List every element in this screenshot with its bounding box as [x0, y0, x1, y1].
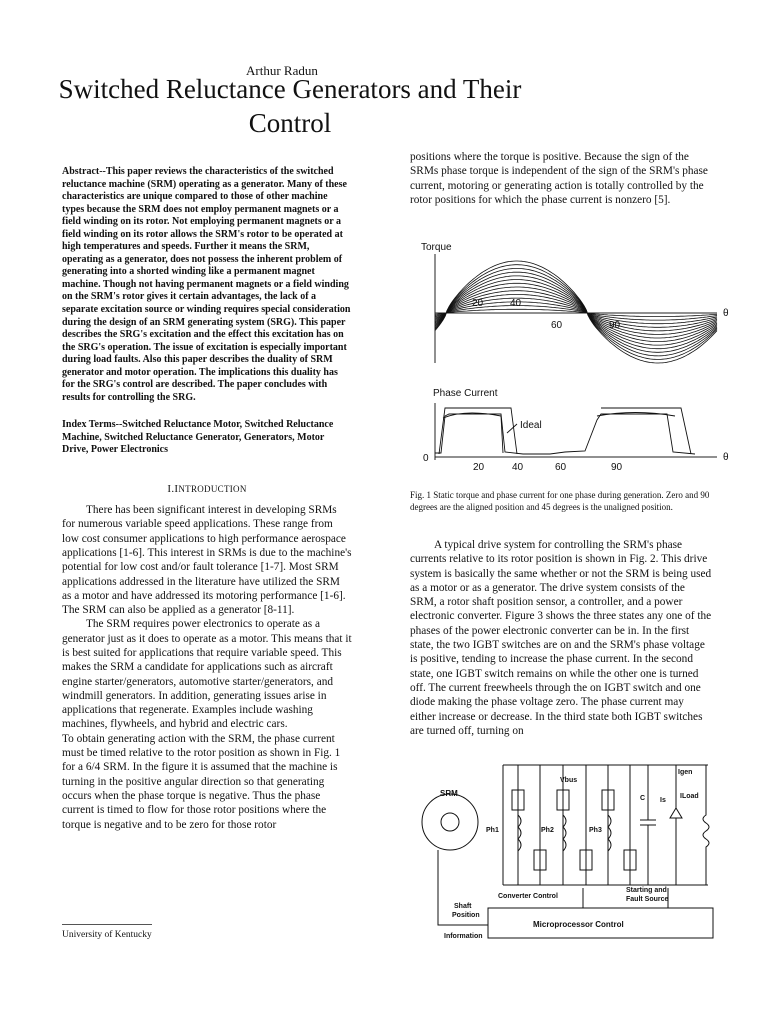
author-name: Arthur Radun [246, 63, 318, 78]
position-label: Position [452, 912, 480, 919]
ideal-current-pulse-2 [601, 408, 691, 454]
current-trace-a [443, 413, 503, 453]
figure-1-torque-current [405, 238, 745, 488]
load-resistor [703, 765, 709, 885]
ph3-label: Ph3 [589, 827, 602, 834]
capacitor-label: C [640, 795, 646, 802]
phase-leg-3 [602, 765, 636, 885]
igen-label: Igen [678, 769, 693, 776]
current-tick-40: 40 [512, 462, 524, 473]
torque-curve-12 [435, 268, 717, 356]
torque-tick-40: 40 [510, 298, 522, 309]
index-terms: Index Terms--Switched Reluctance Motor, Switched Reluctance Machine, Switched Reluctance Generator, Generators, Motor Drive, Power Electronics [62, 419, 334, 456]
current-tick-60: 60 [555, 462, 567, 473]
ideal-label: Ideal [520, 420, 542, 431]
current-theta-label: θ [723, 452, 729, 463]
abstract: Abstract--This paper reviews the characteristics of the switched reluctance machine (SRM) operating as a generator. Many of these characteristics are unique compared to those of other machine types because the SRM does not employ permanent magnets or a field winding on its rotor. Not employing permanent magnets or a field winding on its rotor allows the SRM's rotor to be operated at high temperatures and speeds. Further it means the SRM, operating as a generator, does not possess the inherent problem of generating into a shorted winding like a permanent magnet machine. Though not having permanent magnets or a field winding on the SRM's rotor gives it certain advantages, the lack of a separate excitation source or winding requires special consideration during the design of an SRM generating system (SRG). This paper describes the SRG's excitation and the effect this excitation has on the SRG's operation. The issue of excitation is especially important during load faults. Also this paper describes the duality of SRM generator and motor operation. The implications this duality has for the SRG's control are described. The paper concludes with results for controlling the SRG. [62, 166, 351, 403]
intro-paragraph-1: There has been significant interest in developing SRMs for numerous variable speed applications. These range from low cost consumer applications to high performance aerospace applications [1-6]. This interest in SRMs is due to the machine's potential for low cost and/or fault tolerance [1-7]. Most SRM applications addressed in the literature have utilized the SRM as a motor and have addressed its motoring performance [1-6]. The SRM can also be applied as a generator [8-11]. [62, 504, 352, 617]
ph2-label: Ph2 [541, 827, 554, 834]
iload-label: ILoad [680, 793, 699, 800]
starting-label: Starting and [626, 887, 667, 894]
section-rest: NTRODUCTION [178, 484, 247, 495]
torque-tick-90: 90 [609, 320, 621, 331]
right-column-top [410, 150, 712, 207]
figure-1-caption: Fig. 1 Static torque and phase current for one phase during generation. Zero and 90 degrees are the aligned position and 45 degrees is the unaligned position. [410, 490, 710, 512]
torque-curve-8 [435, 283, 717, 341]
footnote-text: University of Kentucky [62, 930, 152, 940]
current-tick-90: 90 [611, 462, 623, 473]
right-column-bottom [410, 538, 712, 738]
phase-current-curve [435, 414, 695, 454]
current-zero-label: 0 [423, 453, 429, 464]
torque-theta-label: θ [723, 308, 729, 319]
current-tick-20: 20 [473, 462, 485, 473]
current-axis-label: Phase Current [433, 388, 498, 399]
current-curves [435, 408, 695, 454]
torque-curves [435, 261, 717, 363]
torque-curve-9 [435, 280, 717, 346]
intro-paragraph-2: The SRM requires power electronics to operate as a generator just as it does to operate as a motor. This means that it is best suited for applications that require variable speed. This makes the SRM a candidate for applications such as aircraft engine starter/generators, automotive starter/generators, and windmill generators. In addition, generating issues arise in applications that regenerate. Examples include washing machines, flywheels, and hybrid and electric cars. [62, 618, 352, 731]
shaft-label: Shaft [454, 903, 472, 910]
srm-label: SRM [440, 789, 458, 798]
intro-paragraph-3: To obtain generating action with the SRM, the phase current must be timed relative to the rotor position as shown in Fig. 1 for a 6/4 SRM. In the figure it is assumed that the machine is turning in the positive angular direction so that generating occurs when the phase torque is negative. Thus the phase current is timed to flow for those rotor positions where the torque is negative and to be zero for those rotor [62, 732, 341, 831]
footnote [62, 930, 152, 940]
right-paragraph-2: A typical drive system for controlling the SRM's phase currents relative to its rotor position is shown in Fig. 2. This drive system is basically the same whether or not the SRM is being used as a motor or as a generator. The drive system consists of the SRM, a rotor shaft position sensor, a controller, and a power electronic converter. Figure 3 shows the three states any one of the phases of the power electronic converter can be in. In the first state, the two IGBT switches are on and the SRM's phase voltage is positive, tending to increase the phase current. In the second state, one IGBT switch remains on while the other one is turned off. The current freewheels through the on IGBT switch and one diode making the phase voltage zero. The phase current may either increase or decrease. In the third state both IGBT switches are turned off, turning on [410, 539, 712, 737]
footnote-rule [62, 924, 152, 925]
ideal-current-pulse-1 [439, 408, 517, 454]
srm-rotor-circle [441, 813, 459, 831]
fault-source-label: Fault Source [626, 896, 669, 903]
section-number: I. [167, 483, 175, 496]
srm-stator-circle [422, 794, 478, 850]
phase-leg-1 [512, 765, 546, 885]
torque-axis-label: Torque [421, 242, 452, 253]
ideal-pointer [507, 424, 517, 433]
left-column [62, 166, 352, 832]
torque-tick-20: 20 [472, 298, 484, 309]
torque-curve-10 [435, 276, 717, 349]
is-label: Is [660, 797, 666, 804]
figure-2-drive-system [408, 760, 718, 945]
information-label: Information [444, 933, 483, 940]
converter-control-label: Converter Control [498, 893, 558, 900]
microprocessor-control-label: Microprocessor Control [533, 920, 624, 929]
section-first-letter: I [174, 483, 179, 496]
section-heading-introduction [62, 483, 352, 495]
vbus-label: Vbus [560, 777, 578, 784]
paper-title: Switched Reluctance Generators and Their Control [58, 74, 522, 138]
right-paragraph-1: positions where the torque is positive. Because the sign of the SRMs phase torque is independent of the sign of the SRM's phase current, motoring or generating action is totally controlled by the rotor positions for which the phase current is nonzero [5]. [410, 151, 708, 206]
ph1-label: Ph1 [486, 827, 499, 834]
torque-tick-60: 60 [551, 320, 563, 331]
